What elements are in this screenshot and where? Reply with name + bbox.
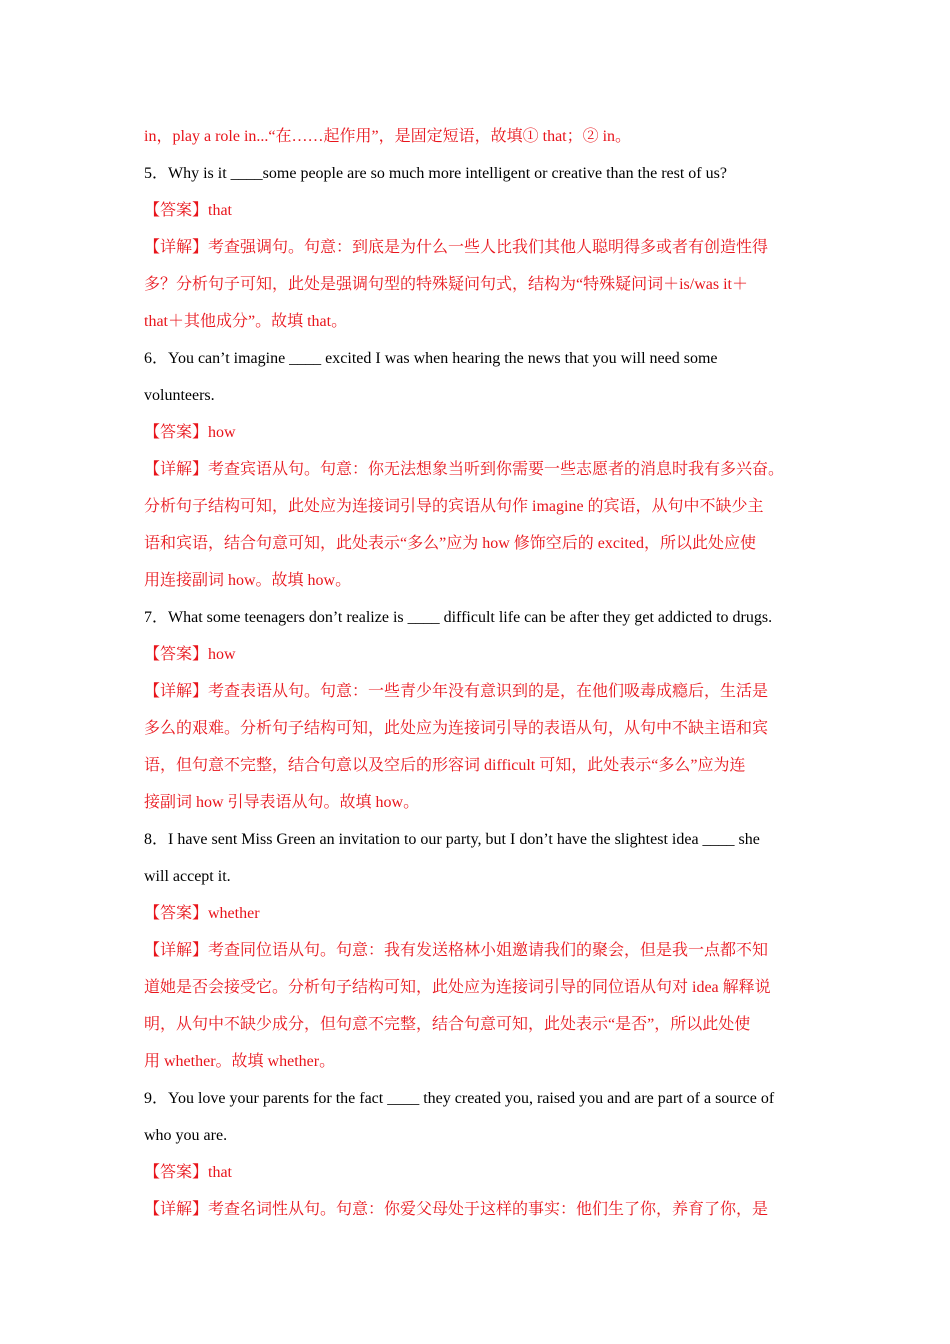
explanation-7-line-3: 语，但句意不完整，结合句意以及空后的形容词 difficult 可知，此处表示“多么”应为连 (144, 757, 746, 774)
explanation-5-line-3: that＋其他成分”。故填 that。 (144, 313, 348, 330)
explanation-8-line-4: 用 whether。故填 whether。 (144, 1053, 336, 1070)
question-9-line-2: who you are. (144, 1127, 228, 1144)
explanation-8-line-1: 【详解】考查同位语从句。句意：我有发送格林小姐邀请我们的聚会，但是我一点都不知 (144, 942, 769, 959)
explanation-line: in，play a role in...“在……起作用”，是固定短语，故填① that；② in。 (144, 128, 632, 145)
answer-6: 【答案】how (144, 424, 236, 441)
question-9-line-1: 9．You love your parents for the fact ____ they created you, raised you and are part of a source of (144, 1090, 775, 1107)
answer-5: 【答案】that (144, 202, 232, 219)
question-7: 7．What some teenagers don’t realize is ____ difficult life can be after they get addicted to drugs. (144, 609, 773, 626)
explanation-6-line-1: 【详解】考查宾语从句。句意：你无法想象当听到你需要一些志愿者的消息时我有多兴奋。 (144, 461, 785, 478)
explanation-7-line-1: 【详解】考查表语从句。句意：一些青少年没有意识到的是，在他们吸毒成瘾后，生活是 (144, 683, 769, 700)
explanation-6-line-3: 语和宾语，结合句意可知，此处表示“多么”应为 how 修饰空后的 excited，所以此处应使 (144, 535, 756, 552)
explanation-6-line-2: 分析句子结构可知，此处应为连接词引导的宾语从句作 imagine 的宾语，从句中不缺少主 (144, 498, 764, 515)
question-8-line-1: 8．I have sent Miss Green an invitation to our party, but I don’t have the slightest idea ____ she (144, 831, 760, 848)
explanation-8-line-2: 道她是否会接受它。分析句子结构可知，此处应为连接词引导的同位语从句对 idea 解释说 (144, 979, 771, 996)
explanation-8-line-3: 明，从句中不缺少成分，但句意不完整，结合句意可知，此处表示“是否”，所以此处使 (144, 1016, 751, 1033)
explanation-9-line-1: 【详解】考查名词性从句。句意：你爱父母处于这样的事实：他们生了你，养育了你，是 (144, 1201, 769, 1218)
explanation-5-line-2: 多？分析句子可知，此处是强调句型的特殊疑问句式，结构为“特殊疑问词＋is/was it＋ (144, 276, 748, 293)
document-body (144, 118, 814, 1228)
question-8-line-2: will accept it. (144, 868, 231, 885)
answer-9: 【答案】that (144, 1164, 232, 1181)
explanation-5-line-1: 【详解】考查强调句。句意：到底是为什么一些人比我们其他人聪明得多或者有创造性得 (144, 239, 769, 256)
question-6-line-2: volunteers. (144, 387, 215, 404)
explanation-7-line-4: 接副词 how 引导表语从句。故填 how。 (144, 794, 420, 811)
answer-7: 【答案】how (144, 646, 236, 663)
explanation-6-line-4: 用连接副词 how。故填 how。 (144, 572, 352, 589)
explanation-7-line-2: 多么的艰难。分析句子结构可知，此处应为连接词引导的表语从句，从句中不缺主语和宾 (144, 720, 769, 737)
question-6-line-1: 6．You can’t imagine ____ excited I was when hearing the news that you will need some (144, 350, 718, 367)
question-5: 5．Why is it ____some people are so much more intelligent or creative than the rest of us? (144, 165, 727, 182)
answer-8: 【答案】whether (144, 905, 260, 922)
